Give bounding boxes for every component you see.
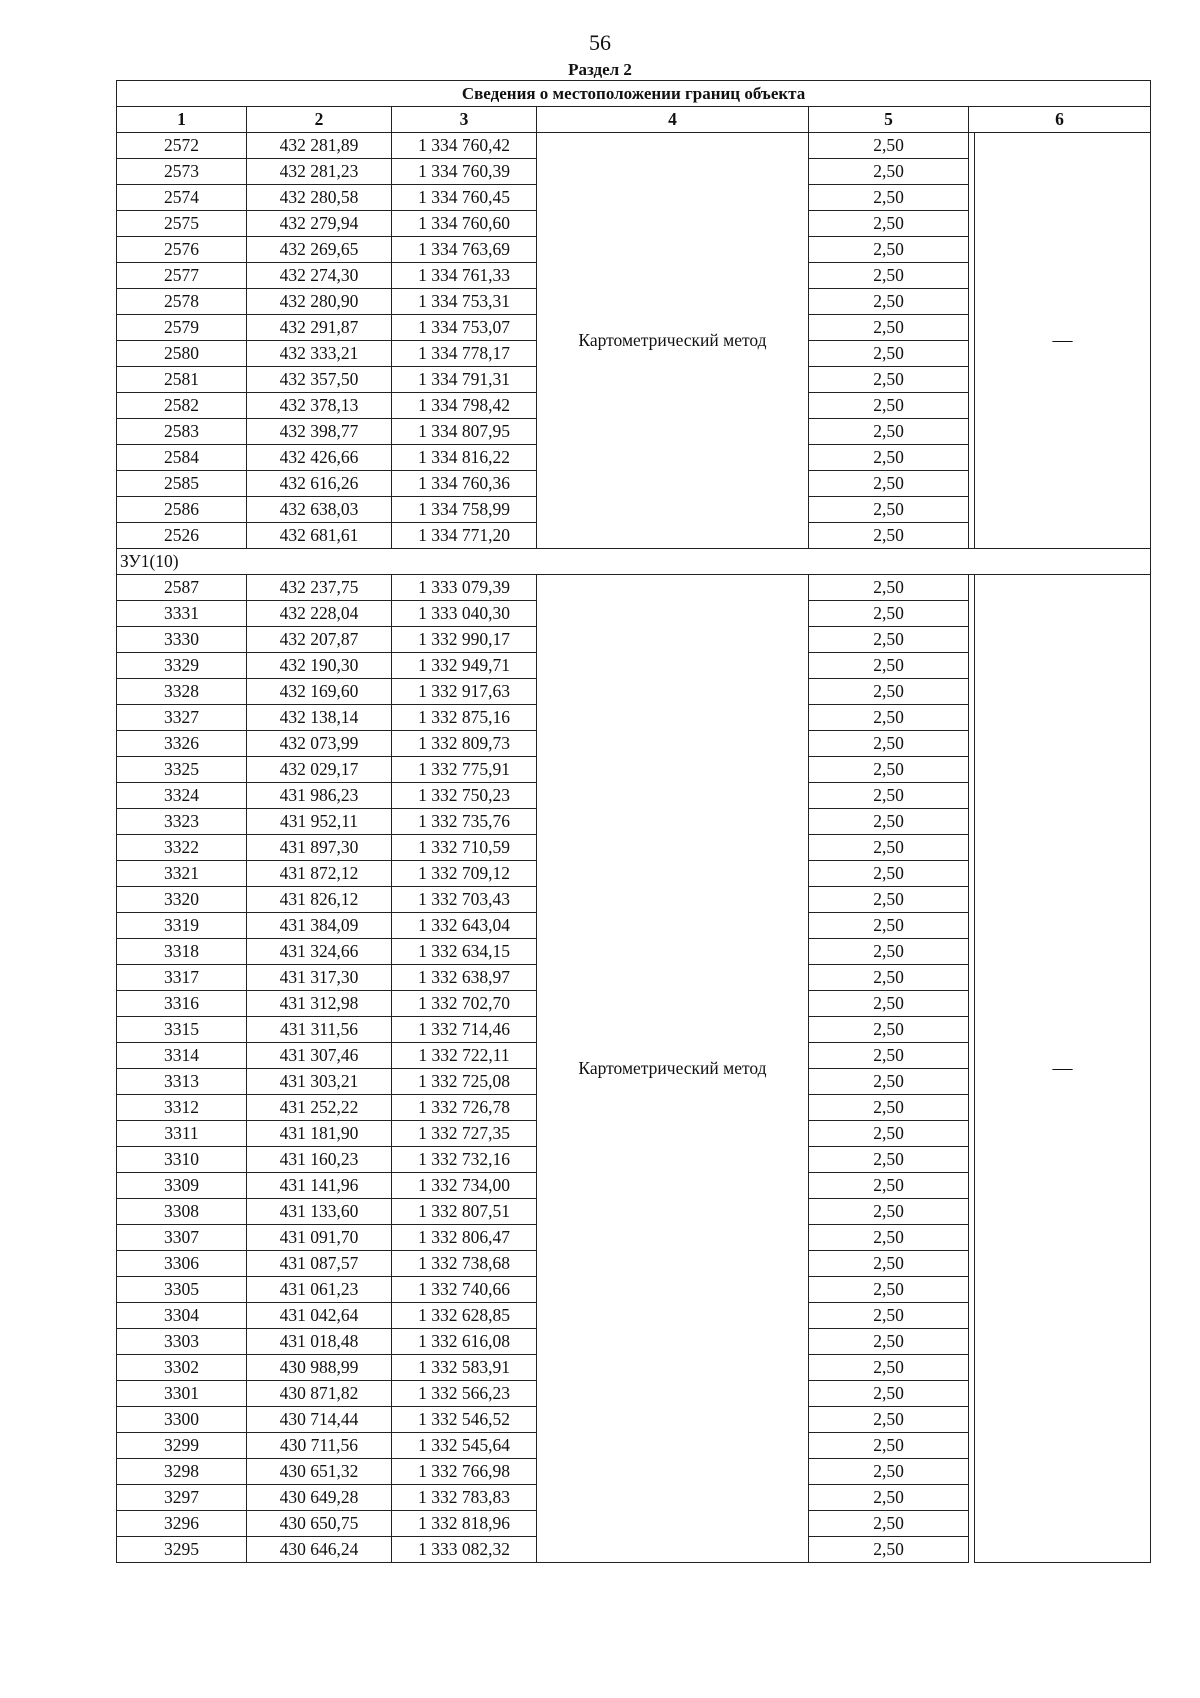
point-number-cell: 3329	[117, 653, 247, 679]
precision-cell: 2,50	[809, 393, 969, 419]
y-coordinate-cell: 1 334 791,31	[392, 367, 537, 393]
y-coordinate-cell: 1 334 760,39	[392, 159, 537, 185]
y-coordinate-cell: 1 333 082,32	[392, 1537, 537, 1563]
description-cell: —	[975, 133, 1151, 549]
point-number-cell: 2583	[117, 419, 247, 445]
y-coordinate-cell: 1 332 583,91	[392, 1355, 537, 1381]
point-number-cell: 2578	[117, 289, 247, 315]
y-coordinate-cell: 1 332 566,23	[392, 1381, 537, 1407]
point-number-cell: 3321	[117, 861, 247, 887]
section-title: Раздел 2	[568, 60, 632, 79]
y-coordinate-cell: 1 332 775,91	[392, 757, 537, 783]
precision-cell: 2,50	[809, 315, 969, 341]
precision-cell: 2,50	[809, 133, 969, 159]
x-coordinate-cell: 432 029,17	[247, 757, 392, 783]
y-coordinate-cell: 1 332 546,52	[392, 1407, 537, 1433]
point-number-cell: 3296	[117, 1511, 247, 1537]
x-coordinate-cell: 432 279,94	[247, 211, 392, 237]
precision-cell: 2,50	[809, 1251, 969, 1277]
precision-cell: 2,50	[809, 497, 969, 523]
precision-cell: 2,50	[809, 835, 969, 861]
boundary-coordinates-table	[116, 80, 1151, 1563]
x-coordinate-cell: 432 274,30	[247, 263, 392, 289]
y-coordinate-cell: 1 332 628,85	[392, 1303, 537, 1329]
column-number: 5	[809, 107, 969, 133]
y-coordinate-cell: 1 334 753,07	[392, 315, 537, 341]
precision-cell: 2,50	[809, 1277, 969, 1303]
precision-cell: 2,50	[809, 1069, 969, 1095]
y-coordinate-cell: 1 332 818,96	[392, 1511, 537, 1537]
y-coordinate-cell: 1 332 545,64	[392, 1433, 537, 1459]
description-cell: —	[975, 575, 1151, 1563]
precision-cell: 2,50	[809, 1225, 969, 1251]
zone-label: ЗУ1(10)	[117, 549, 1151, 575]
x-coordinate-cell: 432 280,58	[247, 185, 392, 211]
precision-cell: 2,50	[809, 211, 969, 237]
point-number-cell: 2586	[117, 497, 247, 523]
point-number-cell: 3319	[117, 913, 247, 939]
point-number-cell: 3298	[117, 1459, 247, 1485]
y-coordinate-cell: 1 332 710,59	[392, 835, 537, 861]
precision-cell: 2,50	[809, 1329, 969, 1355]
x-coordinate-cell: 432 426,66	[247, 445, 392, 471]
point-number-cell: 2572	[117, 133, 247, 159]
zone-header-row	[117, 549, 1151, 575]
y-coordinate-cell: 1 332 807,51	[392, 1199, 537, 1225]
point-number-cell: 3295	[117, 1537, 247, 1563]
point-number-cell: 2574	[117, 185, 247, 211]
y-coordinate-cell: 1 332 727,35	[392, 1121, 537, 1147]
y-coordinate-cell: 1 334 758,99	[392, 497, 537, 523]
point-number-cell: 2526	[117, 523, 247, 549]
x-coordinate-cell: 431 160,23	[247, 1147, 392, 1173]
point-number-cell: 2579	[117, 315, 247, 341]
y-coordinate-cell: 1 332 766,98	[392, 1459, 537, 1485]
precision-cell: 2,50	[809, 1121, 969, 1147]
x-coordinate-cell: 432 207,87	[247, 627, 392, 653]
x-coordinate-cell: 431 087,57	[247, 1251, 392, 1277]
x-coordinate-cell: 432 378,13	[247, 393, 392, 419]
y-coordinate-cell: 1 334 760,36	[392, 471, 537, 497]
x-coordinate-cell: 431 311,56	[247, 1017, 392, 1043]
point-number-cell: 3308	[117, 1199, 247, 1225]
precision-cell: 2,50	[809, 705, 969, 731]
y-coordinate-cell: 1 334 760,60	[392, 211, 537, 237]
point-number-cell: 3316	[117, 991, 247, 1017]
precision-cell: 2,50	[809, 419, 969, 445]
point-number-cell: 3309	[117, 1173, 247, 1199]
x-coordinate-cell: 431 872,12	[247, 861, 392, 887]
point-number-cell: 3318	[117, 939, 247, 965]
point-number-cell: 3310	[117, 1147, 247, 1173]
x-coordinate-cell: 431 897,30	[247, 835, 392, 861]
y-coordinate-cell: 1 332 634,15	[392, 939, 537, 965]
y-coordinate-cell: 1 332 750,23	[392, 783, 537, 809]
method-cell: Картометрический метод	[537, 133, 809, 549]
point-number-cell: 2577	[117, 263, 247, 289]
precision-cell: 2,50	[809, 1095, 969, 1121]
x-coordinate-cell: 432 169,60	[247, 679, 392, 705]
y-coordinate-cell: 1 333 079,39	[392, 575, 537, 601]
precision-cell: 2,50	[809, 1303, 969, 1329]
point-number-cell: 3322	[117, 835, 247, 861]
y-coordinate-cell: 1 332 949,71	[392, 653, 537, 679]
x-coordinate-cell: 431 324,66	[247, 939, 392, 965]
column-number: 1	[117, 107, 247, 133]
precision-cell: 2,50	[809, 341, 969, 367]
table-caption: Сведения о местоположении границ объекта	[117, 81, 1151, 107]
precision-cell: 2,50	[809, 159, 969, 185]
precision-cell: 2,50	[809, 289, 969, 315]
point-number-cell: 3300	[117, 1407, 247, 1433]
y-coordinate-cell: 1 332 616,08	[392, 1329, 537, 1355]
x-coordinate-cell: 432 398,77	[247, 419, 392, 445]
precision-cell: 2,50	[809, 1043, 969, 1069]
x-coordinate-cell: 432 280,90	[247, 289, 392, 315]
point-number-cell: 3312	[117, 1095, 247, 1121]
precision-cell: 2,50	[809, 939, 969, 965]
x-coordinate-cell: 432 333,21	[247, 341, 392, 367]
point-number-cell: 3297	[117, 1485, 247, 1511]
point-number-cell: 2575	[117, 211, 247, 237]
y-coordinate-cell: 1 334 798,42	[392, 393, 537, 419]
x-coordinate-cell: 431 252,22	[247, 1095, 392, 1121]
y-coordinate-cell: 1 332 703,43	[392, 887, 537, 913]
y-coordinate-cell: 1 334 778,17	[392, 341, 537, 367]
precision-cell: 2,50	[809, 445, 969, 471]
point-number-cell: 3306	[117, 1251, 247, 1277]
column-number-row	[117, 107, 1151, 133]
precision-cell: 2,50	[809, 991, 969, 1017]
point-number-cell: 3320	[117, 887, 247, 913]
x-coordinate-cell: 431 307,46	[247, 1043, 392, 1069]
y-coordinate-cell: 1 332 917,63	[392, 679, 537, 705]
x-coordinate-cell: 431 061,23	[247, 1277, 392, 1303]
x-coordinate-cell: 430 650,75	[247, 1511, 392, 1537]
precision-cell: 2,50	[809, 1147, 969, 1173]
x-coordinate-cell: 432 073,99	[247, 731, 392, 757]
x-coordinate-cell: 430 651,32	[247, 1459, 392, 1485]
point-number-cell: 3315	[117, 1017, 247, 1043]
precision-cell: 2,50	[809, 263, 969, 289]
point-number-cell: 2581	[117, 367, 247, 393]
point-number-cell: 2585	[117, 471, 247, 497]
point-number-cell: 3304	[117, 1303, 247, 1329]
precision-cell: 2,50	[809, 1459, 969, 1485]
precision-cell: 2,50	[809, 1511, 969, 1537]
point-number-cell: 3328	[117, 679, 247, 705]
precision-cell: 2,50	[809, 757, 969, 783]
point-number-cell: 2587	[117, 575, 247, 601]
table-row	[117, 575, 1151, 601]
point-number-cell: 2580	[117, 341, 247, 367]
y-coordinate-cell: 1 332 643,04	[392, 913, 537, 939]
y-coordinate-cell: 1 334 761,33	[392, 263, 537, 289]
precision-cell: 2,50	[809, 1381, 969, 1407]
x-coordinate-cell: 432 138,14	[247, 705, 392, 731]
point-number-cell: 3313	[117, 1069, 247, 1095]
point-number-cell: 3301	[117, 1381, 247, 1407]
point-number-cell: 3305	[117, 1277, 247, 1303]
x-coordinate-cell: 432 357,50	[247, 367, 392, 393]
y-coordinate-cell: 1 332 740,66	[392, 1277, 537, 1303]
x-coordinate-cell: 431 181,90	[247, 1121, 392, 1147]
point-number-cell: 3323	[117, 809, 247, 835]
y-coordinate-cell: 1 334 771,20	[392, 523, 537, 549]
y-coordinate-cell: 1 332 809,73	[392, 731, 537, 757]
precision-cell: 2,50	[809, 237, 969, 263]
column-number: 3	[392, 107, 537, 133]
x-coordinate-cell: 432 281,23	[247, 159, 392, 185]
point-number-cell: 3311	[117, 1121, 247, 1147]
column-number: 2	[247, 107, 392, 133]
precision-cell: 2,50	[809, 1173, 969, 1199]
point-number-cell: 3317	[117, 965, 247, 991]
precision-cell: 2,50	[809, 913, 969, 939]
precision-cell: 2,50	[809, 185, 969, 211]
y-coordinate-cell: 1 332 734,00	[392, 1173, 537, 1199]
precision-cell: 2,50	[809, 1355, 969, 1381]
y-coordinate-cell: 1 332 726,78	[392, 1095, 537, 1121]
y-coordinate-cell: 1 332 638,97	[392, 965, 537, 991]
precision-cell: 2,50	[809, 1485, 969, 1511]
precision-cell: 2,50	[809, 627, 969, 653]
y-coordinate-cell: 1 332 709,12	[392, 861, 537, 887]
x-coordinate-cell: 432 291,87	[247, 315, 392, 341]
y-coordinate-cell: 1 332 714,46	[392, 1017, 537, 1043]
y-coordinate-cell: 1 332 702,70	[392, 991, 537, 1017]
x-coordinate-cell: 432 269,65	[247, 237, 392, 263]
x-coordinate-cell: 431 018,48	[247, 1329, 392, 1355]
precision-cell: 2,50	[809, 861, 969, 887]
method-cell: Картометрический метод	[537, 575, 809, 1563]
column-number: 4	[537, 107, 809, 133]
y-coordinate-cell: 1 333 040,30	[392, 601, 537, 627]
y-coordinate-cell: 1 334 763,69	[392, 237, 537, 263]
x-coordinate-cell: 431 317,30	[247, 965, 392, 991]
y-coordinate-cell: 1 334 760,42	[392, 133, 537, 159]
precision-cell: 2,50	[809, 731, 969, 757]
point-number-cell: 3330	[117, 627, 247, 653]
point-number-cell: 3302	[117, 1355, 247, 1381]
x-coordinate-cell: 431 303,21	[247, 1069, 392, 1095]
point-number-cell: 3327	[117, 705, 247, 731]
x-coordinate-cell: 431 384,09	[247, 913, 392, 939]
point-number-cell: 3326	[117, 731, 247, 757]
x-coordinate-cell: 431 133,60	[247, 1199, 392, 1225]
x-coordinate-cell: 431 141,96	[247, 1173, 392, 1199]
x-coordinate-cell: 432 237,75	[247, 575, 392, 601]
point-number-cell: 3307	[117, 1225, 247, 1251]
x-coordinate-cell: 431 952,11	[247, 809, 392, 835]
precision-cell: 2,50	[809, 887, 969, 913]
x-coordinate-cell: 431 312,98	[247, 991, 392, 1017]
precision-cell: 2,50	[809, 783, 969, 809]
y-coordinate-cell: 1 332 725,08	[392, 1069, 537, 1095]
y-coordinate-cell: 1 332 722,11	[392, 1043, 537, 1069]
x-coordinate-cell: 430 714,44	[247, 1407, 392, 1433]
point-number-cell: 2582	[117, 393, 247, 419]
precision-cell: 2,50	[809, 523, 969, 549]
y-coordinate-cell: 1 334 753,31	[392, 289, 537, 315]
x-coordinate-cell: 430 646,24	[247, 1537, 392, 1563]
x-coordinate-cell: 431 091,70	[247, 1225, 392, 1251]
precision-cell: 2,50	[809, 367, 969, 393]
precision-cell: 2,50	[809, 575, 969, 601]
precision-cell: 2,50	[809, 1433, 969, 1459]
precision-cell: 2,50	[809, 1017, 969, 1043]
x-coordinate-cell: 430 988,99	[247, 1355, 392, 1381]
point-number-cell: 3331	[117, 601, 247, 627]
y-coordinate-cell: 1 332 806,47	[392, 1225, 537, 1251]
precision-cell: 2,50	[809, 601, 969, 627]
x-coordinate-cell: 432 228,04	[247, 601, 392, 627]
precision-cell: 2,50	[809, 1199, 969, 1225]
point-number-cell: 2584	[117, 445, 247, 471]
point-number-cell: 3314	[117, 1043, 247, 1069]
column-number: 6	[969, 107, 1151, 133]
precision-cell: 2,50	[809, 471, 969, 497]
y-coordinate-cell: 1 334 807,95	[392, 419, 537, 445]
y-coordinate-cell: 1 332 735,76	[392, 809, 537, 835]
x-coordinate-cell: 431 042,64	[247, 1303, 392, 1329]
point-number-cell: 3324	[117, 783, 247, 809]
y-coordinate-cell: 1 332 990,17	[392, 627, 537, 653]
precision-cell: 2,50	[809, 679, 969, 705]
point-number-cell: 3325	[117, 757, 247, 783]
y-coordinate-cell: 1 332 738,68	[392, 1251, 537, 1277]
x-coordinate-cell: 430 871,82	[247, 1381, 392, 1407]
precision-cell: 2,50	[809, 653, 969, 679]
point-number-cell: 2576	[117, 237, 247, 263]
x-coordinate-cell: 432 616,26	[247, 471, 392, 497]
precision-cell: 2,50	[809, 965, 969, 991]
point-number-cell: 2573	[117, 159, 247, 185]
precision-cell: 2,50	[809, 1537, 969, 1563]
x-coordinate-cell: 430 649,28	[247, 1485, 392, 1511]
y-coordinate-cell: 1 332 875,16	[392, 705, 537, 731]
precision-cell: 2,50	[809, 1407, 969, 1433]
page-number: 56	[589, 30, 611, 55]
y-coordinate-cell: 1 332 783,83	[392, 1485, 537, 1511]
table-row	[117, 133, 1151, 159]
y-coordinate-cell: 1 334 760,45	[392, 185, 537, 211]
point-number-cell: 3299	[117, 1433, 247, 1459]
x-coordinate-cell: 430 711,56	[247, 1433, 392, 1459]
precision-cell: 2,50	[809, 809, 969, 835]
x-coordinate-cell: 431 986,23	[247, 783, 392, 809]
x-coordinate-cell: 432 681,61	[247, 523, 392, 549]
y-coordinate-cell: 1 334 816,22	[392, 445, 537, 471]
x-coordinate-cell: 431 826,12	[247, 887, 392, 913]
point-number-cell: 3303	[117, 1329, 247, 1355]
x-coordinate-cell: 432 190,30	[247, 653, 392, 679]
y-coordinate-cell: 1 332 732,16	[392, 1147, 537, 1173]
x-coordinate-cell: 432 281,89	[247, 133, 392, 159]
x-coordinate-cell: 432 638,03	[247, 497, 392, 523]
